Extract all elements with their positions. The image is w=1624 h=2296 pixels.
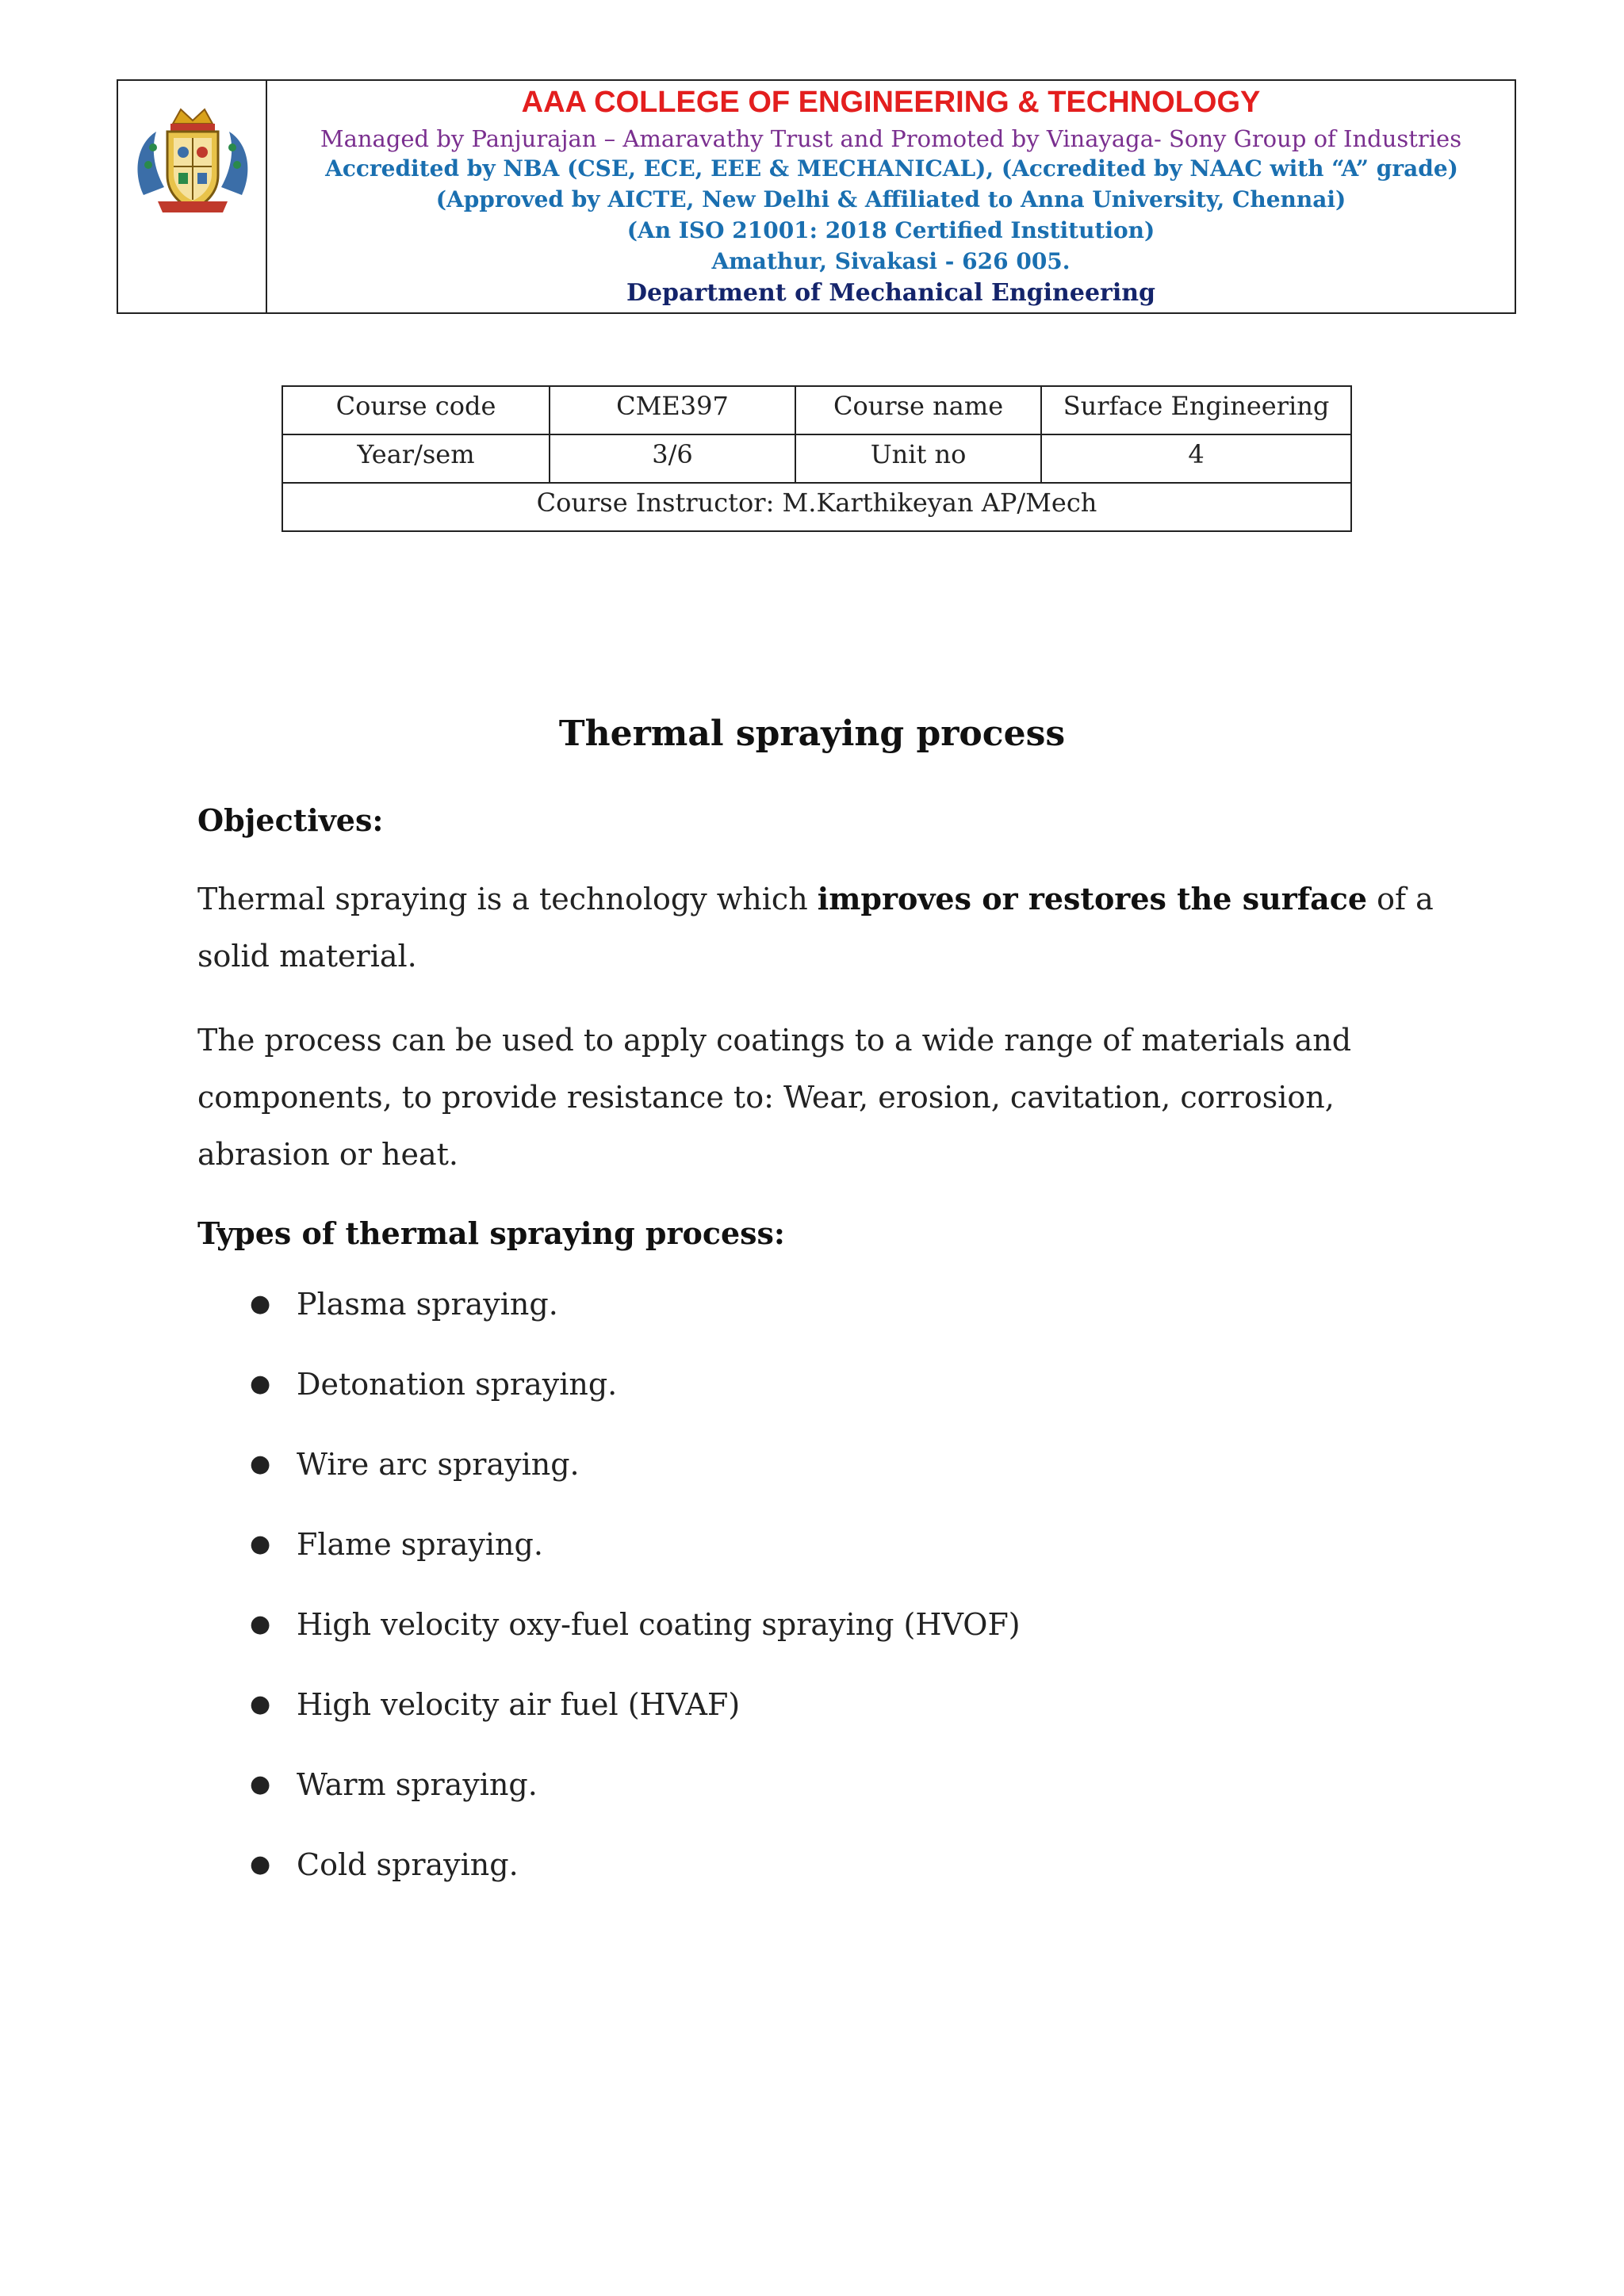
year-sem-label: Year/sem	[282, 434, 550, 483]
list-item	[197, 1685, 1021, 1765]
bullet-icon: ●	[250, 1770, 271, 1798]
bullet-icon: ●	[250, 1450, 271, 1478]
objective-paragraph-2: The process can be used to apply coatings to a wide range of materials and components, to provide resistance to: Wear, erosion, cavitation, corrosion, abrasion or heat.	[197, 1023, 1352, 1172]
accreditation-line: Accredited by NBA (CSE, ECE, EEE & MECHANICAL), (Accredited by NAAC with “A” grade)	[325, 155, 1458, 182]
bullet-icon: ●	[250, 1690, 271, 1718]
list-item	[197, 1765, 1021, 1845]
list-item	[197, 1845, 1021, 1925]
list-item-text: Wire arc spraying.	[297, 1447, 580, 1482]
bullet-icon: ●	[250, 1530, 271, 1558]
bullet-icon: ●	[250, 1850, 271, 1878]
logo-cell	[118, 81, 267, 312]
list-item-text: Warm spraying.	[297, 1767, 538, 1802]
institution-header	[117, 79, 1516, 314]
para1-bold-text: improves or restores the surface	[817, 881, 1368, 916]
course-instructor: Course Instructor: M.Karthikeyan AP/Mech	[282, 483, 1351, 531]
table-row	[282, 386, 1351, 434]
list-item	[197, 1605, 1021, 1685]
para1-start-text: Thermal spraying is a technology which	[197, 882, 818, 916]
list-item-text: Flame spraying.	[297, 1527, 543, 1562]
unit-value: 4	[1041, 434, 1351, 483]
list-item	[197, 1364, 1021, 1445]
bullet-icon: ●	[250, 1610, 271, 1638]
course-name-label: Course name	[795, 386, 1041, 434]
list-item	[197, 1445, 1021, 1525]
objective-paragraph-1	[197, 871, 1434, 985]
list-item	[197, 1525, 1021, 1605]
approval-line: (Approved by AICTE, New Delhi & Affiliated to Anna University, Chennai)	[435, 186, 1346, 212]
course-code-value: CME397	[550, 386, 795, 434]
list-item-text: Detonation spraying.	[297, 1367, 618, 1402]
course-code-label: Course code	[282, 386, 550, 434]
header-text	[267, 81, 1515, 312]
course-name-value: Surface Engineering	[1041, 386, 1351, 434]
types-heading: Types of thermal spraying process:	[197, 1215, 785, 1251]
list-item	[197, 1284, 1021, 1364]
bullet-icon: ●	[250, 1370, 271, 1398]
list-item-text: High velocity air fuel (HVAF)	[297, 1687, 741, 1722]
types-list	[197, 1284, 1021, 1925]
bullet-icon: ●	[250, 1290, 271, 1318]
list-item-text: Cold spraying.	[297, 1847, 519, 1882]
objectives-heading: Objectives:	[197, 802, 384, 838]
para1-end-text: of a solid material.	[197, 882, 1434, 974]
list-item-text: Plasma spraying.	[297, 1287, 558, 1322]
year-sem-value: 3/6	[550, 434, 795, 483]
iso-line: (An ISO 21001: 2018 Certified Institution)	[626, 217, 1155, 243]
location-line: Amathur, Sivakasi - 626 005.	[711, 248, 1071, 274]
course-info-table	[282, 385, 1352, 532]
college-crest-logo	[129, 100, 256, 219]
department-line: Department of Mechanical Engineering	[626, 279, 1156, 307]
unit-label: Unit no	[795, 434, 1041, 483]
table-row	[282, 434, 1351, 483]
page-title: Thermal spraying process	[558, 714, 1066, 754]
college-name: AAA COLLEGE OF ENGINEERING & TECHNOLOGY	[521, 86, 1261, 119]
list-item-text: High velocity oxy-fuel coating spraying (HVOF)	[297, 1607, 1021, 1642]
managed-by-line: Managed by Panjurajan – Amaravathy Trust and Promoted by Vinayaga- Sony Group of Industries	[320, 125, 1462, 152]
table-row	[282, 483, 1351, 531]
